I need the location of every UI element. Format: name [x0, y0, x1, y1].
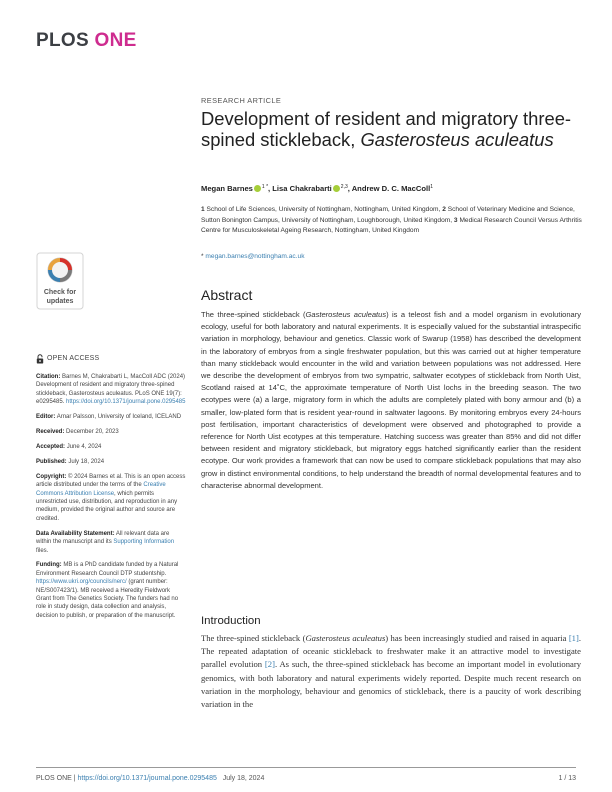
logo-plos: PLOS: [36, 30, 89, 51]
citation-doi-link[interactable]: https://doi.org/10.1371/journal.pone.0295485: [66, 399, 186, 406]
intro-part: . The repeated adaptation of oceanic stickleback to freshwater make it an attractive model to investigate parallel evolution: [201, 633, 581, 670]
orcid-icon[interactable]: [333, 185, 340, 192]
page-footer: [36, 775, 576, 782]
supporting-info-link[interactable]: Supporting Information: [113, 539, 175, 546]
article-type: RESEARCH ARTICLE: [201, 96, 282, 105]
citation-text: Barnes M, Chakrabarti L, MacColl ADC (2024) Development of resident and migratory three-spined stickleback, Gasterosteus aculeatus. PLoS ONE 19(7): e0295485.: [36, 374, 186, 406]
page-number: 1 / 13: [558, 775, 576, 782]
data-availability-text-end: files.: [36, 547, 49, 554]
open-access-label: [36, 354, 186, 364]
open-access-text: OPEN ACCESS: [47, 354, 100, 362]
affil-number: 2: [442, 206, 446, 213]
abstract-part: The three-spined stickleback (: [201, 310, 306, 319]
data-availability-text: All relevant data are within the manuscript and its: [36, 530, 170, 546]
footer-date: July 18, 2024: [222, 775, 265, 782]
abstract-heading: Abstract: [201, 287, 253, 303]
abstract-species: Gasterosteus aculeatus: [305, 310, 387, 319]
published-date: July 18, 2024: [68, 458, 105, 465]
affiliations: [201, 205, 585, 237]
logo-one: ONE: [94, 30, 137, 51]
copyright-text: © 2024 Barnes et al. This is an open access article distributed under the terms of the: [36, 473, 186, 489]
affil-number: 3: [453, 216, 458, 224]
corresponding-email: [201, 253, 305, 260]
check-for-updates-badge[interactable]: [36, 252, 84, 310]
intro-part: ) has been increasingly studied and raised in aquaria: [385, 633, 569, 643]
affil-text: School of Veterinary Medicine and Science, Sutton Bonington Campus, University of Nottingham, Loughborough, United Kingdom,: [201, 206, 575, 224]
funding-label: Funding:: [36, 562, 62, 569]
abstract-part: ) is a teleost fish and a model organism in evolutionary ecology, useful for both laboratory and natural experiments. It is especially valued for the substantial intraspecific variation in morphology, behaviour and genetics. Classic work of Swarup (1958) has described the development in the laboratory of embryos from a single freshwater population, but this was carried out at higher temperature than many stickleback would encounter in the wild and variation between populations was not addressed. Here we describe the development of embryos from two sympatric, saltwater ecotypes of stickleback from North Uist, Scotland raised at 14˚C, the approximate temperature of North Uist lochs in the breeding season. The two ecotypes were (a) a large, migratory form in which the adults are completely plated with bony armour and (b) a smaller, low-plated form that is resident year-round in saltwater lagoons. By monitoring embryos every 24-hours post fertilisation, important characteristics of development were observed and photographed to provide a reference for North Uist ecotypes at this temperature. Hatching success was greater than 85% and did not differ between resident and migratory stickleback, but migratory eggs hatched significantly earlier than the resident ecotype. Our work provides a framework that can now be used to compare stickleback populations that may also grow in distinct environmental conditions, to help understand the breadth of normal developmental features and to characterise abnormal development.: [201, 310, 582, 490]
funding-link[interactable]: https://www.ukri.org/councils/nerc/: [36, 579, 127, 586]
citation-ref[interactable]: [2]: [264, 659, 275, 670]
orcid-icon[interactable]: [254, 185, 261, 192]
accepted-label: Accepted:: [36, 443, 66, 450]
author-name[interactable]: Lisa Chakrabarti: [272, 184, 332, 193]
footer-journal: PLOS ONE: [36, 775, 72, 782]
received-date: December 20, 2023: [66, 429, 119, 436]
editor-label: Editor:: [36, 414, 56, 421]
article-title: [201, 108, 581, 150]
affil-text: Medical Research Council Versus Arthritis Centre for Musculoskeletal Ageing Research, Nottingham, United Kingdom: [201, 216, 582, 235]
author-affil-mark: 2,3: [340, 184, 348, 190]
intro-part: . As such, the three-spined stickleback has become an important model in evolutionary genomics, with both laboratory and natural experiments widely reported. Despite much recent research on variation in the morphology, behaviour and genomics of stickleback, there is a paucity of work describing variation in the: [201, 659, 581, 710]
funding-block: [36, 561, 186, 620]
citation-ref[interactable]: [1]: [568, 633, 579, 643]
editor-text: Arnar Palsson, University of Iceland, ICELAND: [56, 414, 182, 421]
author-name[interactable]: Megan Barnes: [201, 184, 253, 193]
check-updates-icon: [36, 252, 84, 310]
intro-part: The three-spined stickleback (: [201, 633, 306, 643]
title-species: Gasterosteus aculeatus: [360, 129, 554, 150]
copyright-block: [36, 473, 186, 523]
footer-divider: [36, 767, 576, 768]
data-availability-label: Data Availability Statement:: [36, 530, 115, 537]
received-label: Received:: [36, 429, 65, 436]
title-text: Development of resident and migratory three-spined stickleback,: [201, 108, 572, 150]
abstract-text: [201, 309, 581, 492]
badge-line1: Check for: [43, 289, 77, 296]
funding-text-end: (grant number: NE/S007423/1). MB received a Heredity Fieldwork Grant from The Genetics Society. The funders had no role in study design, data collection and analysis, decision to publish, or preparation of the manuscript.: [36, 579, 179, 619]
license-link[interactable]: Creative Commons Attribution License: [36, 482, 166, 497]
affil-number: 1: [201, 206, 205, 213]
author-affil-mark: 1 *: [261, 184, 269, 190]
footer-doi-link[interactable]: https://doi.org/10.1371/journal.pone.0295485: [77, 775, 217, 782]
introduction-heading: Introduction: [201, 615, 261, 627]
received-block: [36, 428, 186, 436]
email-marker: *: [201, 253, 204, 260]
affil-text: School of Life Sciences, University of Nottingham, Nottingham, United Kingdom,: [206, 206, 441, 213]
journal-logo: [36, 30, 137, 52]
citation-label: Citation:: [36, 374, 61, 380]
editor-block: [36, 413, 186, 421]
copyright-text-end: , which permits unrestricted use, distribution, and reproduction in any medium, provided the original author and source are credited.: [36, 490, 178, 522]
accepted-block: [36, 443, 186, 451]
funding-text: MB is a PhD candidate funded by a Natural Environment Research Council DTP studentship.: [36, 562, 179, 577]
published-block: [36, 458, 186, 466]
author-list: Megan Barnes $^{1 *}$, Lisa Chakrabarti $^{2,3}$, Andrew D. C. MacColl$^1$: [201, 184, 433, 193]
open-lock-icon: [36, 354, 44, 364]
copyright-label: Copyright:: [36, 473, 67, 480]
author-name[interactable]: Andrew D. C. MacColl: [351, 184, 431, 193]
email-link[interactable]: megan.barnes@nottingham.ac.uk: [205, 253, 305, 260]
badge-line2: updates: [46, 298, 74, 305]
data-availability-block: [36, 530, 186, 555]
intro-species: Gasterosteus aculeatus: [305, 633, 386, 643]
footer-separator: |: [71, 775, 78, 782]
accepted-date: June 4, 2024: [66, 443, 102, 450]
citation-block: [36, 373, 186, 407]
introduction-text: [201, 632, 581, 711]
published-label: Published:: [36, 458, 67, 465]
article-metadata-sidebar: [36, 354, 186, 627]
author-affil-mark: 1: [430, 184, 433, 190]
